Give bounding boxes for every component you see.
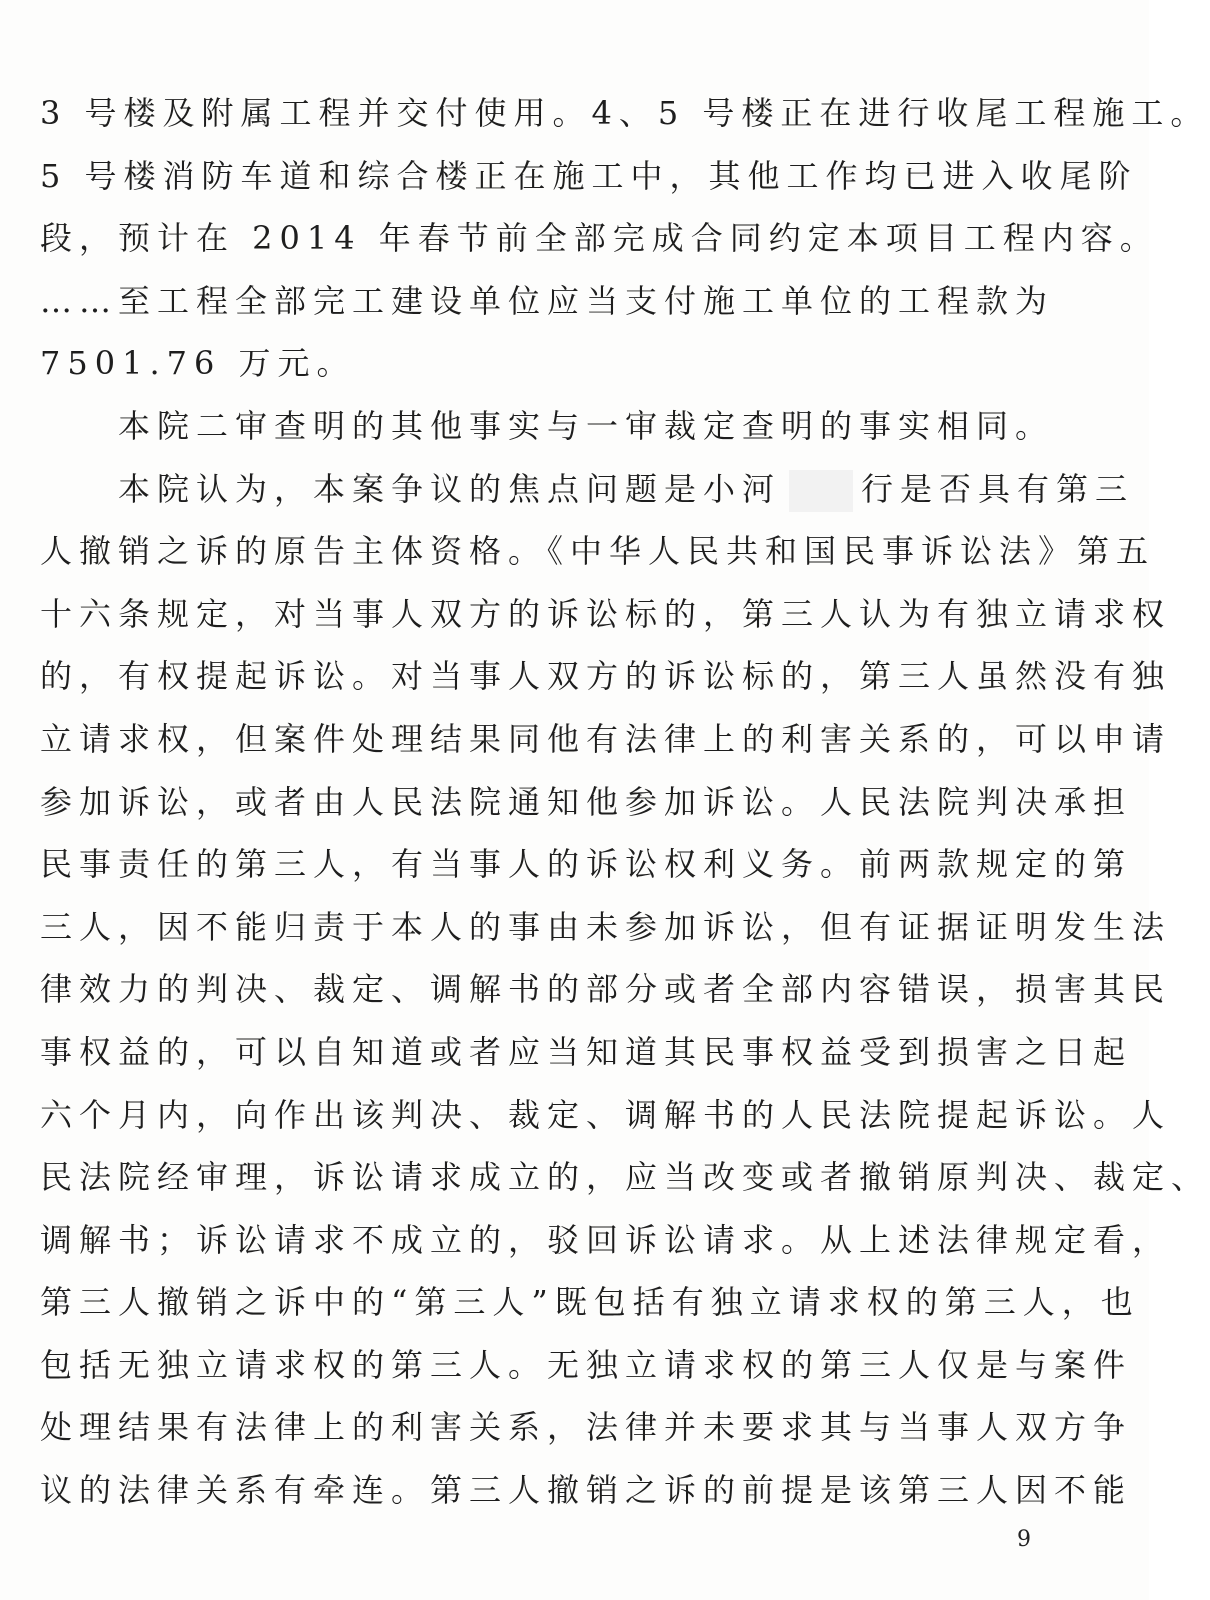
text-line: 六个月内，向作出该判决、裁定、调解书的人民法院提起诉讼。人 [40, 1095, 1172, 1134]
text-line: 7501.76 万元。 [40, 344, 356, 383]
text-line: 民事责任的第三人，有当事人的诉讼权利义务。前两款规定的第 [40, 845, 1133, 884]
text-line: 十六条规定，对当事人双方的诉讼标的，第三人认为有独立请求权 [40, 594, 1172, 633]
text-fragment: 行是否具有第三 [861, 469, 1135, 508]
text-line: 民法院经审理，诉讼请求成立的，应当改变或者撤销原判决、裁定、 [40, 1158, 1210, 1197]
text-line: 3 号楼及附属工程并交付使用。4、5 号楼正在进行收尾工程施工。 [40, 94, 1210, 132]
text-line: 事权益的，可以自知道或者应当知道其民事权益受到损害之日起 [40, 1032, 1133, 1071]
text-line: 立请求权，但案件处理结果同他有法律上的利害关系的，可以申请 [40, 719, 1172, 758]
text-line: 议的法律关系有牵连。第三人撤销之诉的前提是该第三人因不能 [40, 1471, 1133, 1510]
text-line: ……至工程全部完工建设单位应当支付施工单位的工程款为 [40, 281, 1055, 320]
text-line: 5 号楼消防车道和综合楼正在施工中，其他工作均已进入收尾阶 [40, 156, 1138, 195]
text-fragment: 本院认为，本案争议的焦点问题是小河 [118, 469, 782, 508]
redaction-block [789, 470, 853, 512]
text-line: 三人，因不能归责于本人的事由未参加诉讼，但有证据证明发生法 [40, 907, 1172, 946]
text-line: 段，预计在 2014 年春节前全部完成合同约定本项目工程内容。 [40, 219, 1159, 258]
text-line: 人撤销之诉的原告主体资格。《中华人民共和国民事诉讼法》第五 [40, 532, 1156, 571]
text-line: 包括无独立请求权的第三人。无独立请求权的第三人仅是与案件 [40, 1345, 1133, 1384]
text-line: 的，有权提起诉讼。对当事人双方的诉讼标的，第三人虽然没有独 [40, 657, 1172, 696]
text-line: 参加诉讼，或者由人民法院通知他参加诉讼。人民法院判决承担 [40, 782, 1133, 821]
paragraph-start-line [40, 458, 1135, 521]
body-text [40, 82, 1210, 1522]
text-line: 调解书；诉讼请求不成立的，驳回诉讼请求。从上述法律规定看， [40, 1220, 1172, 1259]
text-line: 处理结果有法律上的利害关系，法律并未要求其与当事人双方争 [40, 1408, 1133, 1447]
text-line: 律效力的判决、裁定、调解书的部分或者全部内容错误，损害其民 [40, 970, 1172, 1009]
text-line: 第三人撤销之诉中的“第三人”既包括有独立请求权的第三人，也 [40, 1283, 1140, 1322]
paragraph-start-line: 本院二审查明的其他事实与一审裁定查明的事实相同。 [118, 406, 1055, 445]
page-number: 9 [1017, 1527, 1031, 1552]
